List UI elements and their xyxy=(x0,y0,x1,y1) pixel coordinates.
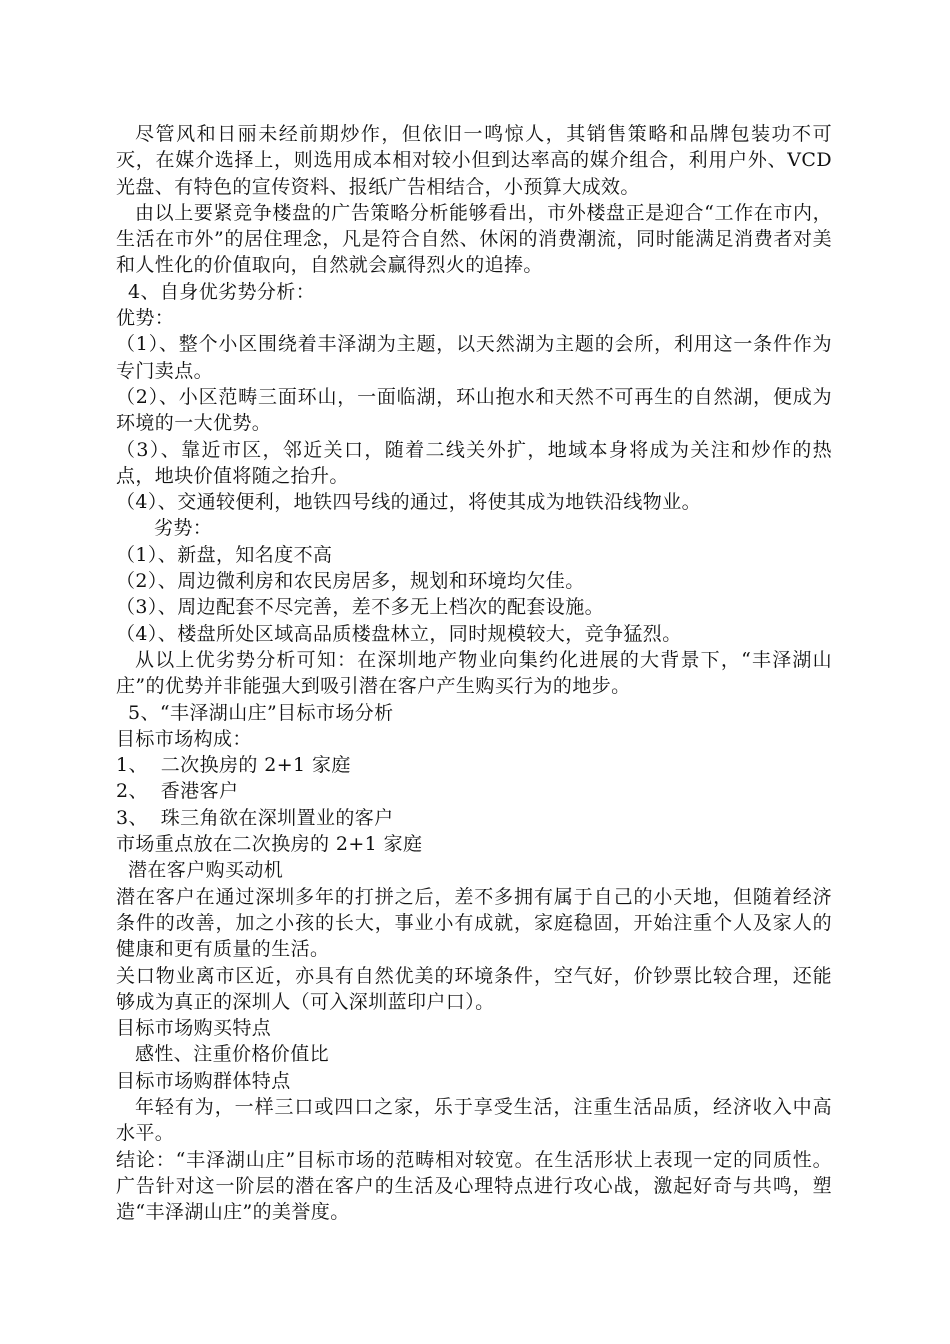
paragraph-conclusion: 结论：“丰泽湖山庄”目标市场的范畴相对较宽。在生活形状上表现一定的同质性。广告针对这一阶层的潜在客户的生活及心理特点进行攻心战，激起好奇与共鸣，塑造“丰泽湖山庄”的美誉度。 xyxy=(116,1148,832,1224)
weakness-item-1: （1）、新盘，知名度不高 xyxy=(116,543,333,566)
section-heading-target-market: 5、“丰泽湖山庄”目标市场分析 xyxy=(128,701,394,724)
purchase-traits: 感性、注重价格价值比 xyxy=(135,1043,330,1066)
paragraph-swot-conclusion: 从以上优劣势分析可知：在深圳地产物业向集约化进展的大背景下，“丰泽湖山庄”的优势并非能强大到吸引潜在客户产生购买行为的地步。 xyxy=(116,648,832,698)
subheading-weaknesses: 劣势： xyxy=(154,517,213,540)
paragraph-purchase-motive: 潜在客户在通过深圳多年的打拼之后，差不多拥有属于自己的小天地，但随着经济条件的改善，加之小孩的长大，事业小有成就，家庭稳固，开始注重个人及家人的健康和更有质量的生活。 xyxy=(116,885,832,961)
market-item-3: 3、 珠三角欲在深圳置业的客户 xyxy=(116,806,394,829)
weakness-item-2: （2）、周边微利房和农民房居多，规划和环境均欠佳。 xyxy=(116,570,585,593)
subheading-purchase-traits: 目标市场购买特点 xyxy=(116,1017,272,1040)
paragraph-location-advantage: 关口物业离市区近，亦具有自然优美的环境条件，空气好，价钞票比较合理，还能够成为真正的深圳人（可入深圳蓝印户口）。 xyxy=(116,964,832,1013)
weakness-item-4: （4）、楼盘所处区域高品质楼盘林立，同时规模较大，竞争猛烈。 xyxy=(116,622,682,645)
strength-item-3: （3）、靠近市区，邻近关口，随着二线关外扩，地域本身将成为关注和炒作的热点，地块价值将随之抬升。 xyxy=(116,438,832,487)
market-item-1: 1、 二次换房的 2+1 家庭 xyxy=(116,754,351,777)
market-focus: 市场重点放在二次换房的 2+1 家庭 xyxy=(116,833,423,856)
group-traits: 年轻有为，一样三口或四口之家，乐于享受生活，注重生活品质，经济收入中高水平。 xyxy=(116,1095,832,1145)
section-heading-swot: 4、自身优劣势分析： xyxy=(128,280,316,303)
strength-item-2: （2）、小区范畴三面环山，一面临湖，环山抱水和天然不可再生的自然湖，便成为环境的一大优势。 xyxy=(116,385,832,435)
paragraph-sales-strategy: 尽管风和日丽未经前期炒作，但依旧一鸣惊人，其销售策略和品牌包装功不可灭，在媒介选择上，则选用成本相对较小但到达率高的媒介组合，利用户外、VCD 光盘、有特色的宣传资料、报纸广告相结合，小预算大成效。 xyxy=(116,123,832,198)
subheading-strengths: 优势： xyxy=(116,307,175,330)
strength-item-1: （1）、整个小区围绕着丰泽湖为主题，以天然湖为主题的会所，利用这一条件作为专门卖点。 xyxy=(116,333,832,382)
market-item-2: 2、 香港客户 xyxy=(116,780,239,803)
paragraph-competitor-summary: 由以上要紧竞争楼盘的广告策略分析能够看出，市外楼盘正是迎合“工作在市内，生活在市外”的居住理念，凡是符合自然、休闲的消费潮流，同时能满足消费者对美和人性化的价值取向，自然就会赢得烈火的追捧。 xyxy=(116,201,832,277)
weakness-item-3: （3）、周边配套不尽完善，差不多无上档次的配套设施。 xyxy=(116,596,604,619)
document-page xyxy=(116,121,832,1225)
subheading-purchase-motive: 潜在客户购买动机 xyxy=(128,859,284,882)
subheading-market-composition: 目标市场构成： xyxy=(116,727,252,750)
subheading-group-traits: 目标市场购群体特点 xyxy=(116,1069,291,1092)
strength-item-4: （4）、交通较便利，地铁四号线的通过，将使其成为地铁沿线物业。 xyxy=(116,491,701,514)
